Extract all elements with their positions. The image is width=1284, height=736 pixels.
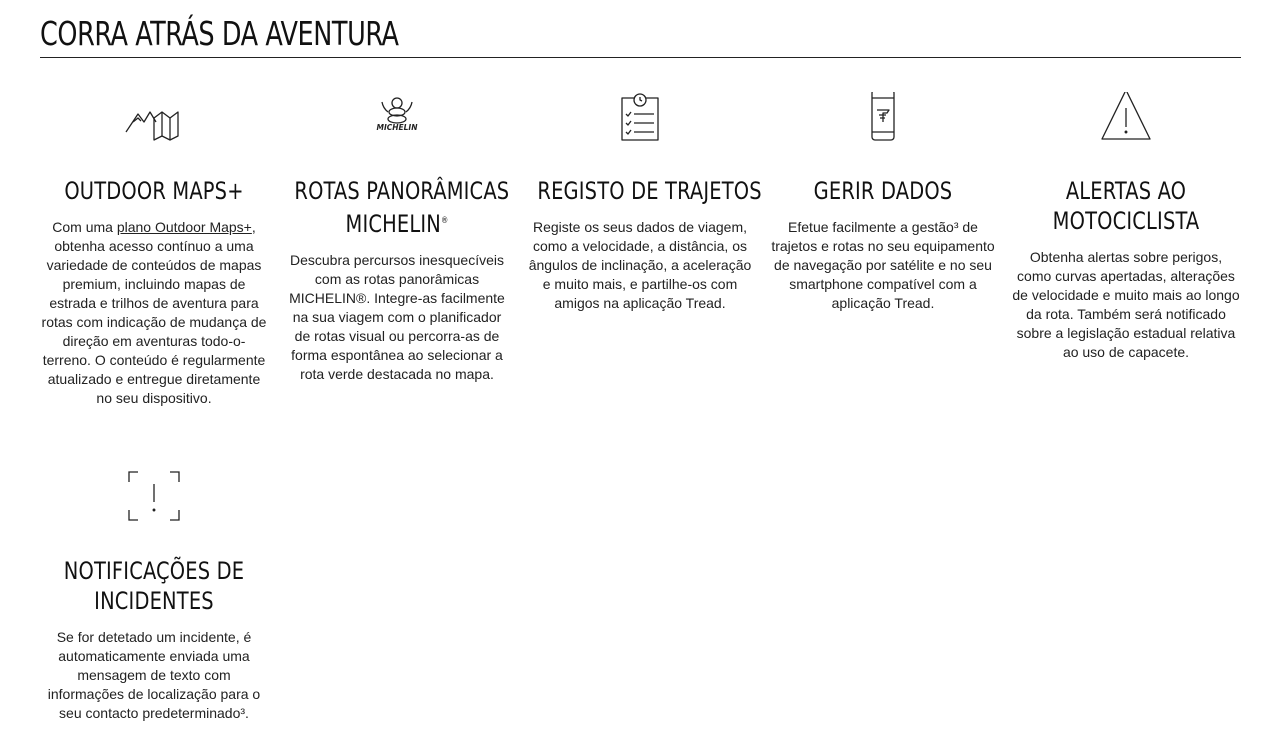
feature-description: Descubra percursos inesquecíveis com as rotas panorâmicas MICHELIN®. Integre-as facilmente na sua viagem com o planificador de rotas visual ou percorra-as de forma espontânea ao selecionar a rota verde destacada no mapa.: [289, 252, 505, 382]
feature-manage-data: [769, 92, 997, 313]
michelin-logo-text: MICHELIN: [376, 123, 418, 132]
feature-title: OUTDOOR MAPS+: [64, 177, 244, 205]
warning-triangle-icon: [1096, 92, 1156, 148]
checklist-clock-icon: [610, 92, 670, 148]
feature-title: ROTAS PANORÂMICAS MICHELIN®: [294, 177, 510, 238]
outdoor-maps-plan-link[interactable]: plano Outdoor Maps+: [116, 219, 252, 235]
feature-outdoor-maps: [40, 92, 268, 408]
feature-title: REGISTO DE TRAJETOS: [537, 177, 762, 205]
feature-description: Registe os seus dados de viagem, como a velocidade, a distância, os ângulos de inclinação, a aceleração e muito mais, e partilhe-os com amigos na aplicação Tread.: [528, 219, 752, 311]
feature-incident-notifications: [40, 470, 268, 723]
feature-description: Efetue facilmente a gestão³ de trajetos e rotas no seu equipamento de navegação por satélite e no seu smartphone compatível com a aplicação Tread.: [771, 219, 995, 311]
feature-title: GERIR DADOS: [813, 177, 953, 205]
smartphone-icon: [853, 92, 913, 148]
incident-alert-icon: [124, 470, 184, 526]
feature-michelin-routes: [283, 92, 511, 384]
feature-description: Com uma plano Outdoor Maps+, obtenha acesso contínuo a uma variedade de conteúdos de mapas premium, incluindo mapas de estrada e trilhos de aventura para rotas com indicação de mudança de direção em aventuras todo-o-terreno. O conteúdo é regularmente atualizado e entregue diretamente no seu dispositivo.: [41, 219, 267, 406]
feature-trip-logging: [526, 92, 762, 313]
feature-title: ALERTAS AO MOTOCICLISTA: [1052, 177, 1200, 235]
feature-description: Obtenha alertas sobre perigos, como curvas apertadas, alterações de velocidade e muito mais ao longo da rota. Também será notificado sobre a legislação estadual relativa ao uso de capacete.: [1012, 249, 1240, 360]
feature-rider-alerts: [1012, 92, 1240, 362]
map-mountains-icon: [124, 92, 184, 148]
feature-title: NOTIFICAÇÕES DE INCIDENTES: [63, 557, 245, 615]
section-title: CORRA ATRÁS DA AVENTURA: [40, 14, 399, 53]
michelin-logo-icon: [367, 92, 427, 148]
title-divider: [40, 57, 1241, 58]
feature-description: Se for detetado um incidente, é automaticamente enviada uma mensagem de texto com informações de localização para o seu contacto predeterminado³.: [47, 629, 261, 721]
